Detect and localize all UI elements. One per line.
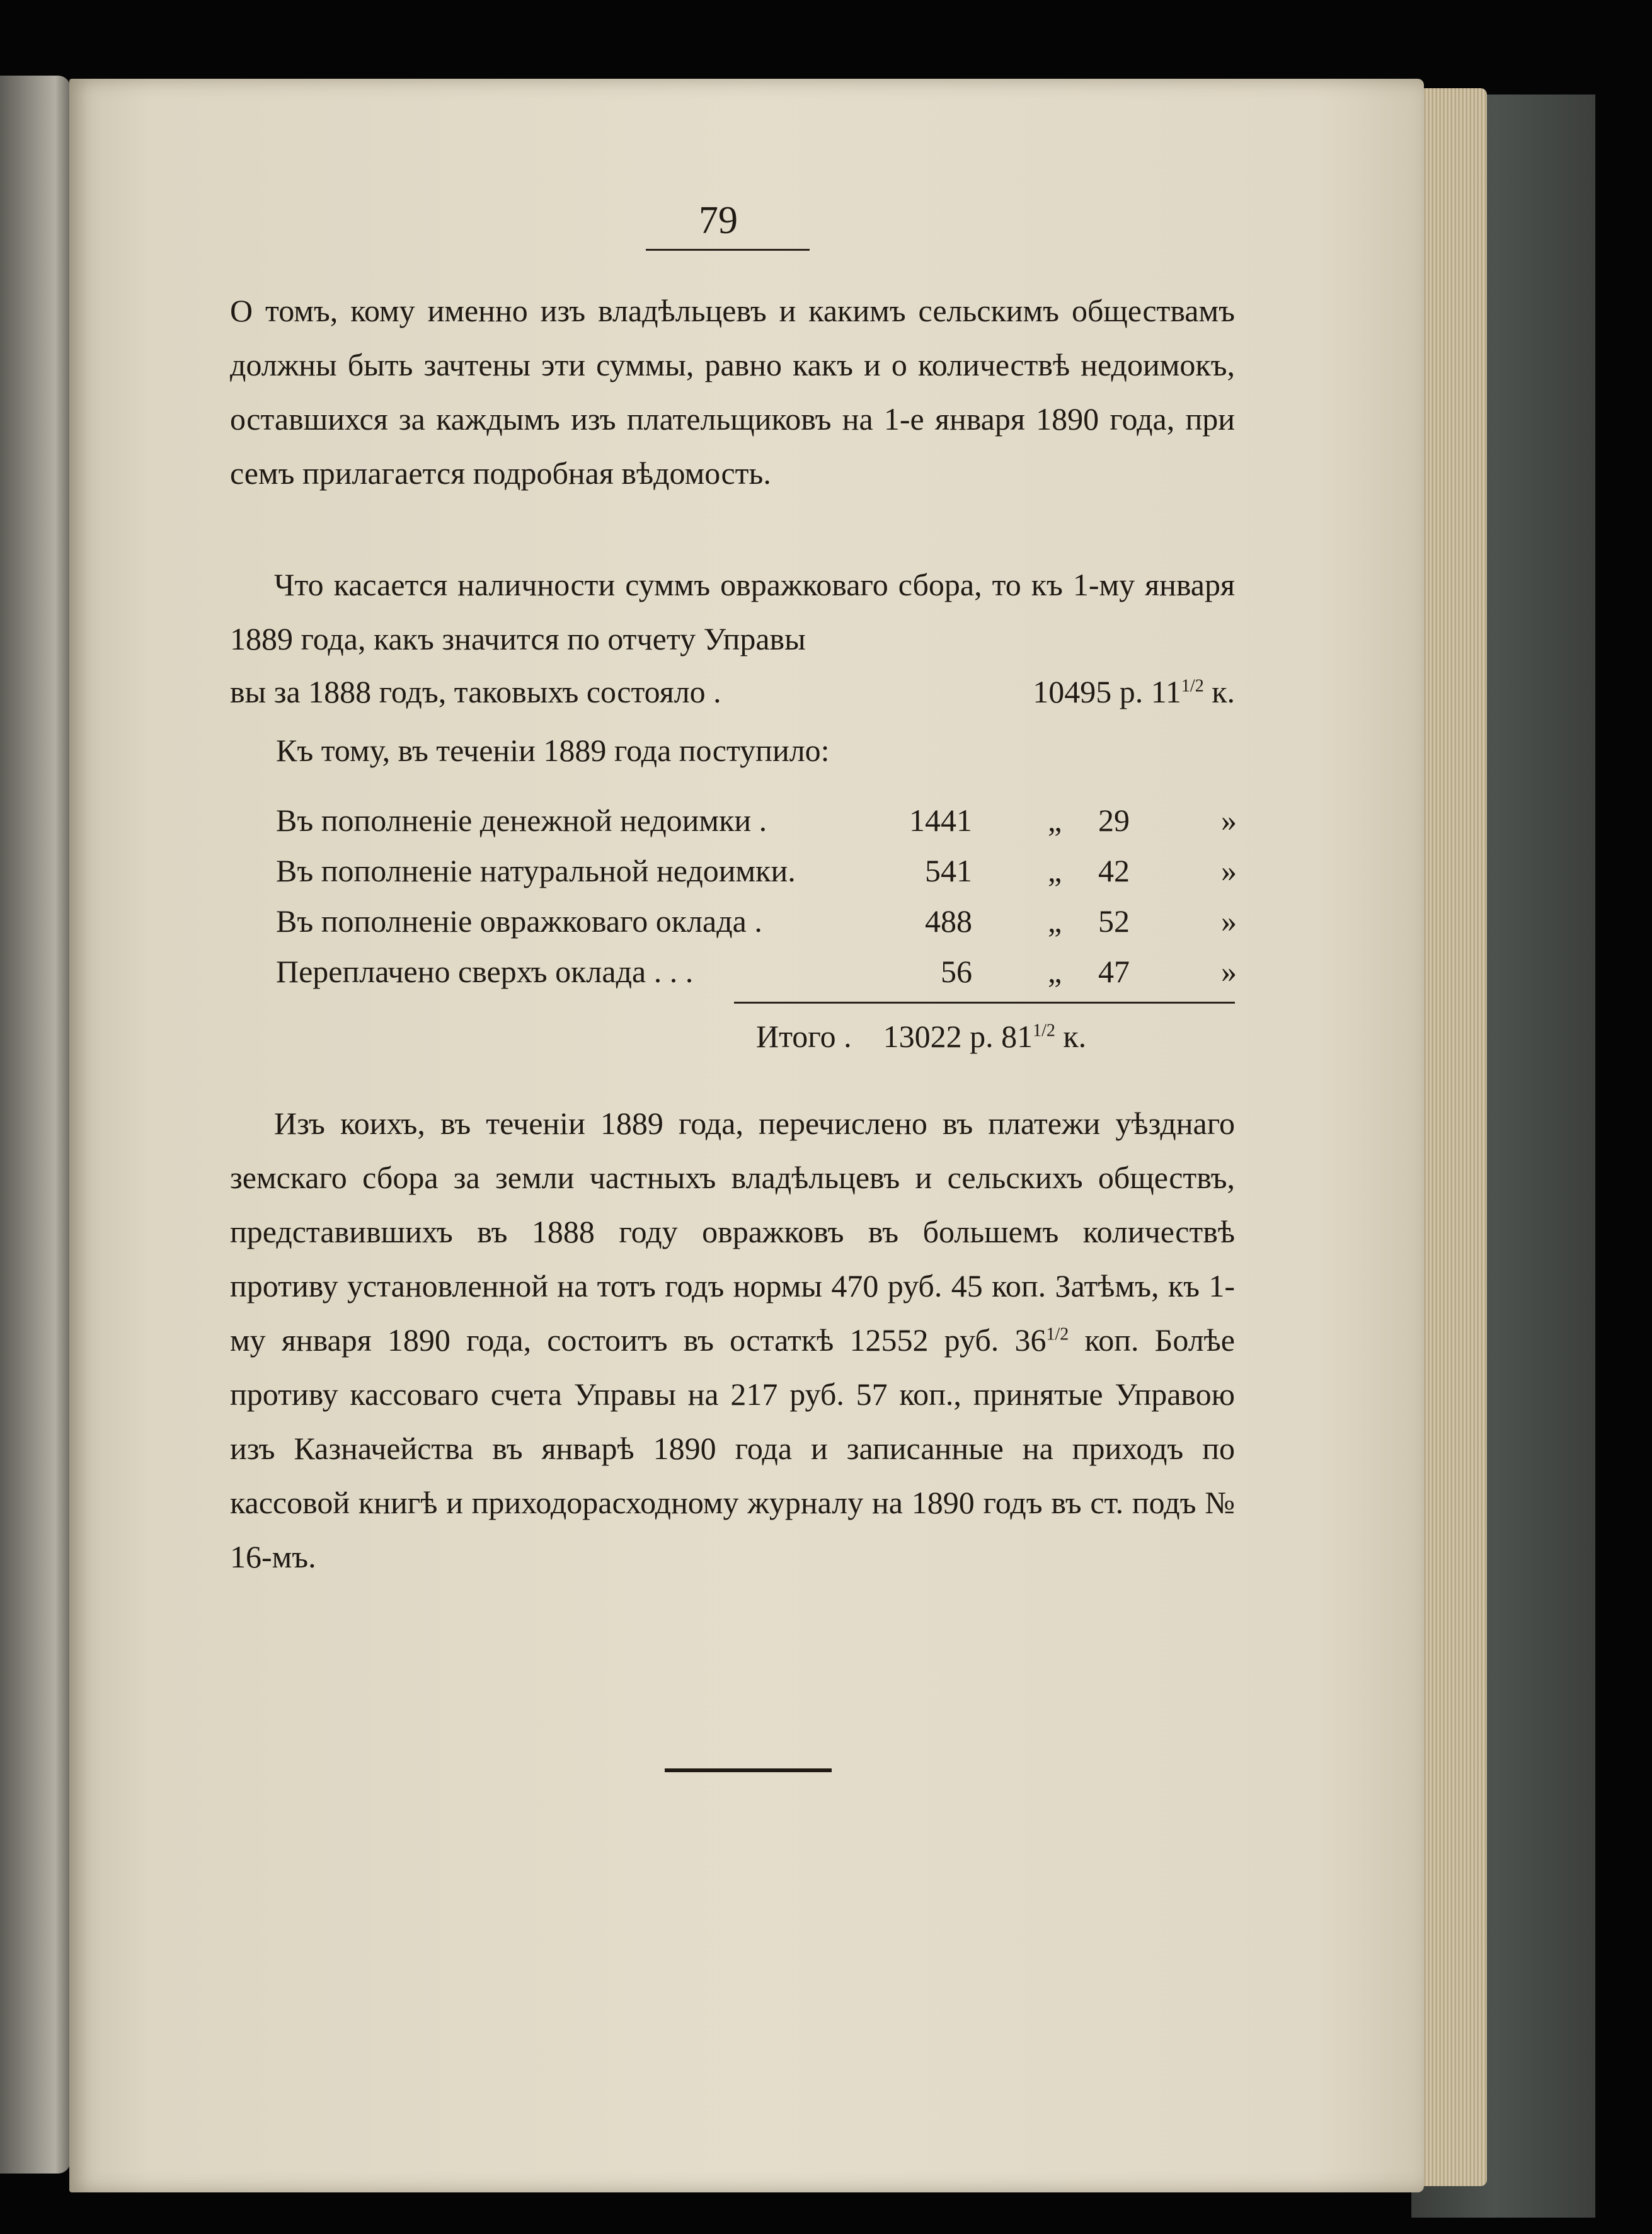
receipt-row xyxy=(276,896,1237,946)
opening-balance-rubles: 10495 р. xyxy=(1033,674,1144,709)
total-label: Итого . xyxy=(756,1019,852,1054)
receipt-label: Въ пополненіе натуральной недоимки. xyxy=(276,853,796,888)
left-page-edge xyxy=(0,76,71,2174)
ditto-mark-end: » xyxy=(1221,954,1237,989)
opening-balance xyxy=(1033,665,1235,719)
receipt-rubles: 541 xyxy=(925,853,972,888)
page-number-rule xyxy=(646,249,810,251)
receipts-intro: Къ тому, въ теченіи 1889 года поступило: xyxy=(276,733,830,768)
sum-rule xyxy=(734,1002,1235,1004)
receipt-row xyxy=(276,795,1237,845)
opening-balance-unit: к. xyxy=(1212,674,1235,709)
receipt-rubles: 1441 xyxy=(909,803,972,838)
receipt-kopecks: 42 xyxy=(1098,853,1130,888)
paragraph-2-balance-line xyxy=(230,665,1235,719)
ditto-mark: „ xyxy=(1048,954,1062,989)
ditto-mark-end: » xyxy=(1221,903,1237,939)
receipt-rubles: 56 xyxy=(941,954,972,989)
opening-balance-kopecks: 11 xyxy=(1150,674,1181,709)
ditto-mark: „ xyxy=(1048,803,1062,838)
paragraph-3-part-1: Изъ коихъ, въ теченіи 1889 года, перечислено въ платежи уѣзднаго земскаго сбора за земли частныхъ владѣльцевъ и сельскихъ обществъ, представившихъ въ 1888 году овражковъ въ большемъ количествѣ противу установленной на тотъ годъ нормы 470 руб. 45 коп. Затѣмъ, къ 1-му января 1890 года, состоитъ въ остаткѣ 12552 руб. 36 xyxy=(230,1106,1235,1358)
paragraph-2: Что касается наличности суммъ овражковаго сбора, то къ 1-му января 1889 года, какъ значится по отчету Управы xyxy=(230,567,1235,656)
ditto-mark-end: » xyxy=(1221,853,1237,888)
receipt-kopecks: 47 xyxy=(1098,954,1130,989)
paragraph-3-part-2: коп. Болѣе противу кассоваго счета Управы на 217 руб. 57 коп., принятые Управою изъ Казначейства въ январѣ 1890 года и записанные на приходъ по кассовой книгѣ и приходорасходному журналу на 1890 годъ въ ст. подъ № 16-мъ. xyxy=(230,1322,1235,1574)
paragraph-1: О томъ, кому именно изъ владѣльцевъ и какимъ сельскимъ обществамъ должны быть зачтены эти суммы, равно какъ и о количествѣ недоимокъ, оставшихся за каждымъ изъ плательщиковъ на 1-е января 1890 года, при семъ прилагается подробная вѣдомость. xyxy=(230,293,1235,491)
total-unit: к. xyxy=(1063,1019,1087,1054)
opening-balance-fraction: 1/2 xyxy=(1181,676,1204,696)
total-rubles: 13022 р. xyxy=(883,1019,994,1054)
page-number: 79 xyxy=(699,199,738,242)
receipt-rubles: 488 xyxy=(925,903,972,939)
total-fraction: 1/2 xyxy=(1033,1021,1055,1041)
receipt-row xyxy=(276,845,1237,896)
end-rule xyxy=(665,1768,832,1772)
page-edges xyxy=(1418,88,1487,2186)
paragraph-3-fraction: 1/2 xyxy=(1046,1324,1069,1344)
ditto-mark: „ xyxy=(1048,903,1062,939)
receipt-row xyxy=(276,946,1237,997)
total-kopecks: 81 xyxy=(1001,1019,1033,1054)
ditto-mark-end: » xyxy=(1221,803,1237,838)
paragraph-3 xyxy=(230,1096,1235,1584)
receipt-label: Въ пополненіе овражковаго оклада . xyxy=(276,903,762,939)
receipt-label: Переплачено сверхъ оклада . . . xyxy=(276,954,694,989)
receipt-kopecks: 29 xyxy=(1098,803,1130,838)
paragraph-2-last-text: вы за 1888 годъ, таковыхъ состояло . xyxy=(230,674,721,709)
receipt-label: Въ пополненіе денежной недоимки . xyxy=(276,803,767,838)
total-line xyxy=(756,1011,1086,1062)
ditto-mark: „ xyxy=(1048,853,1062,888)
receipt-kopecks: 52 xyxy=(1098,903,1130,939)
